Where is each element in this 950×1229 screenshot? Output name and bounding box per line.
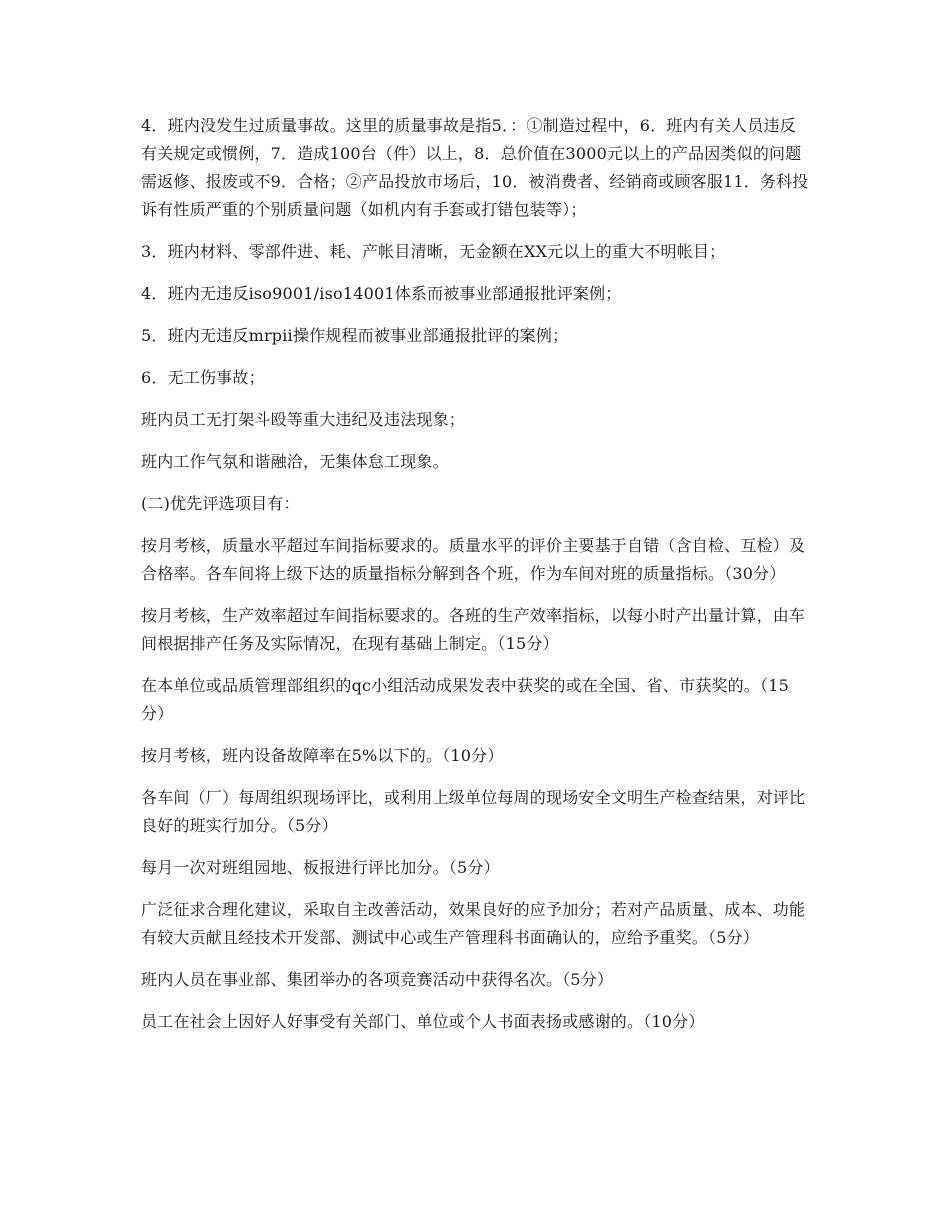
paragraph-iso-compliance: 4．班内无违反iso9001/iso14001体系而被事业部通报批评案例； <box>141 284 622 303</box>
paragraph-qc-award: 在本单位或品质管理部组织的qc小组活动成果发表中获奖的或在全国、省、市获奖的。（15分） <box>141 676 789 723</box>
paragraph-harmony: 班内工作气氛和谐融洽，无集体怠工现象。 <box>141 452 449 471</box>
paragraph-quality-level: 按月考核，质量水平超过车间指标要求的。质量水平的评价主要基于自错（含自检、互检）及合格率。各车间将上级下达的质量指标分解到各个班，作为车间对班的质量指标。（30分） <box>141 536 806 583</box>
paragraph-quality-accident: 4．班内没发生过质量事故。这里的质量事故是指5．：①制造过程中，6．班内有关人员违反有关规定或惯例，7．造成100台（件）以上，8．总价值在3000元以上的产品因类似的问题需返修、报废或不9．合格；②产品投放市场后，10．被消费者、经销商或顾客服11．务科投诉有性质严重的个别质量问题（如机内有手套或打错包装等）； <box>141 116 809 219</box>
paragraph-no-misconduct: 班内员工无打架斗殴等重大违纪及违法现象； <box>141 410 466 429</box>
paragraph-production-efficiency: 按月考核，生产效率超过车间指标要求的。各班的生产效率指标，以每小时产出量计算，由车间根据排产任务及实际情况，在现有基础上制定。（15分） <box>141 606 806 653</box>
paragraph-good-deeds: 员工在社会上因好人好事受有关部门、单位或个人书面表扬或感谢的。（10分） <box>141 1012 705 1031</box>
paragraph-materials-accounts: 3．班内材料、零部件进、耗、产帐目清晰，无金额在XX元以上的重大不明帐目； <box>141 242 726 261</box>
paragraph-competition: 班内人员在事业部、集团举办的各项竞赛活动中获得名次。（5分） <box>141 970 614 989</box>
document-body <box>141 112 812 1036</box>
paragraph-no-injury: 6．无工伤事故； <box>141 368 265 387</box>
paragraph-board-evaluation: 每月一次对班组园地、板报进行评比加分。（5分） <box>141 858 500 877</box>
section-heading-priority-items: (二)优先评选项目有： <box>141 494 300 513</box>
paragraph-rationalization: 广泛征求合理化建议，采取自主改善活动，效果良好的应予加分；若对产品质量、成本、功能有较大贡献且经技术开发部、测试中心或生产管理科书面确认的，应给予重奖。（5分） <box>141 900 806 947</box>
paragraph-mrpii-compliance: 5．班内无违反mrpii操作规程而被事业部通报批评的案例； <box>141 326 569 345</box>
paragraph-site-evaluation: 各车间（厂）每周组织现场评比，或利用上级单位每周的现场安全文明生产检查结果，对评比良好的班实行加分。（5分） <box>141 788 806 835</box>
paragraph-equipment-failure: 按月考核，班内设备故障率在5%以下的。（10分） <box>141 746 504 765</box>
